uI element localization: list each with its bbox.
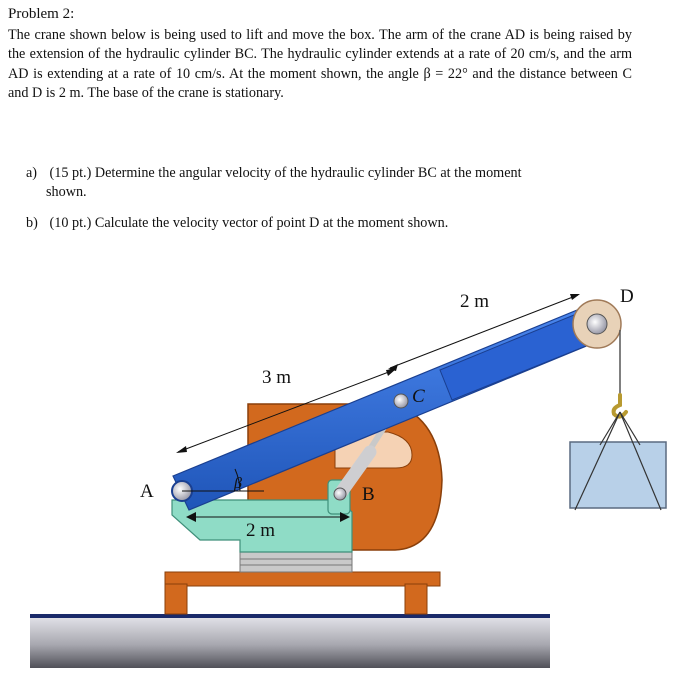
- question-b: [26, 214, 636, 233]
- label-c: C: [412, 386, 425, 407]
- problem-heading: Problem 2:: [8, 6, 75, 22]
- question-a-label: a): [26, 165, 38, 181]
- pulley-d: [573, 300, 621, 348]
- label-beta: β: [234, 475, 242, 492]
- question-b-text: (10 pt.) Calculate the velocity vector of point D at the moment shown.: [49, 215, 449, 231]
- question-b-label: b): [26, 215, 38, 231]
- question-a-text: (15 pt.) Determine the angular velocity of the hydraulic cylinder BC at the moment: [49, 165, 522, 181]
- problem-statement: The crane shown below is being used to lift and move the box. The arm of the crane AD is being raised by the extension of the hydraulic cylinder BC. The hydraulic cylinder extends at a rate of 20 cm/s, and the arm AD is extending at a rate of 10 cm/s. At the moment shown, the angle β = 22° and the distance between C and D is 2 m. The base of the crane is stationary.: [8, 27, 632, 102]
- question-a-continuation: shown.: [46, 184, 87, 201]
- label-a: A: [140, 481, 154, 502]
- label-b: B: [362, 484, 375, 505]
- dim-cd-label: 2 m: [460, 291, 490, 312]
- pin-c: [394, 394, 408, 408]
- ground: [30, 616, 550, 668]
- dim-ac-label: 3 m: [262, 367, 292, 388]
- label-d: D: [620, 286, 634, 307]
- pin-b: [334, 488, 346, 500]
- dim-ab-label: 2 m: [246, 520, 276, 541]
- crane-figure: [0, 250, 673, 678]
- question-a: [26, 164, 636, 203]
- base-stand: [165, 552, 440, 614]
- ground-edge: [30, 614, 550, 618]
- cargo-box: [570, 442, 666, 508]
